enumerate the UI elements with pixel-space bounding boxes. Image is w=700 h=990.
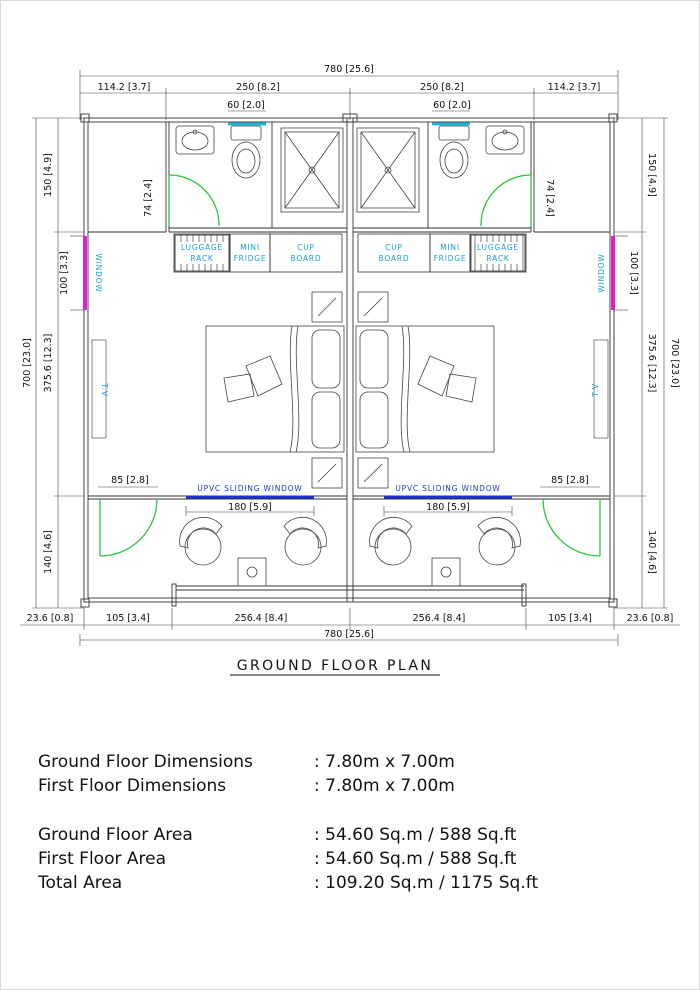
dim-bedroom-left: 375.6 [12.3] bbox=[43, 333, 54, 393]
cup-label-left-1: CUP bbox=[297, 243, 315, 252]
dim-bath-right: 250 [8.2] bbox=[420, 82, 464, 93]
dim-vent-right: 60 [2.0] bbox=[433, 100, 471, 111]
summary-row-ground-dim bbox=[38, 752, 658, 776]
sliding-dims bbox=[98, 487, 600, 516]
plan-title: GROUND FLOOR PLAN bbox=[236, 658, 434, 674]
dim-deck-right: 256.4 [8.4] bbox=[412, 613, 466, 624]
first-area-label: First Floor Area bbox=[38, 849, 166, 869]
side-dimensions bbox=[32, 118, 668, 608]
first-dim-label: First Floor Dimensions bbox=[38, 776, 227, 796]
nightstands-left bbox=[312, 292, 342, 488]
total-area-label: Total Area bbox=[38, 873, 123, 893]
luggage-label-right-1: LUGGAGE bbox=[476, 243, 520, 252]
dim-porch-left: 140 [4.6] bbox=[43, 530, 54, 574]
dim-door-left: 74 [2.4] bbox=[143, 179, 154, 217]
bathroom-left bbox=[176, 126, 343, 212]
dim-height-total-left: 700 [23.0] bbox=[22, 338, 33, 388]
dim-front-door-right: 85 [2.8] bbox=[551, 475, 589, 486]
bath-door-left bbox=[169, 175, 219, 228]
cup-label-right-1: CUP bbox=[385, 243, 403, 252]
tv-label-right: T.V bbox=[591, 383, 600, 397]
bath-door-right bbox=[481, 175, 531, 226]
dim-window-right: 100 [3.3] bbox=[628, 251, 639, 295]
dim-bath-height-left: 150 [4.9] bbox=[43, 153, 54, 197]
cup-label-left-2: BOARD bbox=[290, 254, 322, 263]
dim-right-seg: 114.2 [3.7] bbox=[547, 82, 601, 93]
dim-deck-left: 256.4 [8.4] bbox=[234, 613, 288, 624]
dim-overall-top: 780 [25.6] bbox=[324, 64, 374, 75]
luggage-label-left-1: LUGGAGE bbox=[180, 243, 224, 252]
dim-sliding-left: 180 [5.9] bbox=[228, 502, 272, 513]
dim-left-seg: 114.2 [3.7] bbox=[97, 82, 151, 93]
mini-label-left-2: FRIDGE bbox=[233, 254, 267, 263]
summary-row-first-area bbox=[38, 849, 658, 873]
ground-dim-label: Ground Floor Dimensions bbox=[38, 752, 253, 772]
luggage-label-left-2: RACK bbox=[190, 254, 214, 263]
summary-row-ground-area bbox=[38, 825, 658, 849]
bed-right bbox=[356, 326, 494, 452]
mini-label-right-1: MINI bbox=[440, 243, 460, 252]
dim-vent-left: 60 [2.0] bbox=[227, 100, 265, 111]
summary-row-first-dim bbox=[38, 776, 658, 800]
dim-b-left: 105 [3.4] bbox=[106, 613, 150, 624]
window-label-left: WINDOW bbox=[94, 253, 103, 293]
mini-label-left-1: MINI bbox=[240, 243, 260, 252]
cup-label-right-2: BOARD bbox=[378, 254, 410, 263]
window-right-marker bbox=[611, 236, 615, 310]
porch-furniture-left bbox=[180, 517, 327, 586]
front-door-right bbox=[543, 499, 600, 556]
window-left-marker bbox=[83, 236, 87, 310]
dim-sliding-right: 180 [5.9] bbox=[426, 502, 470, 513]
porch-furniture-right bbox=[370, 517, 521, 586]
walls bbox=[81, 114, 617, 607]
dim-porch-right: 140 [4.6] bbox=[646, 530, 657, 574]
summary-row-total-area bbox=[38, 873, 658, 897]
ground-dim-value: : 7.80m x 7.00m bbox=[314, 752, 455, 772]
dim-b-right: 105 [3.4] bbox=[548, 613, 592, 624]
mini-label-right-2: FRIDGE bbox=[433, 254, 467, 263]
sliding-label-left: UPVC SLIDING WINDOW bbox=[197, 484, 303, 493]
dim-bedroom-right: 375.6 [12.3] bbox=[646, 333, 657, 393]
ground-area-label: Ground Floor Area bbox=[38, 825, 193, 845]
dim-window-left: 100 [3.3] bbox=[59, 251, 70, 295]
dim-edge-left: 23.6 [0.8] bbox=[26, 613, 74, 624]
luggage-label-right-2: RACK bbox=[486, 254, 510, 263]
total-area-value: : 109.20 Sq.m / 1175 Sq.ft bbox=[314, 873, 539, 893]
dim-edge-right: 23.6 [0.8] bbox=[626, 613, 674, 624]
bathroom-right bbox=[357, 126, 524, 212]
area-summary bbox=[38, 752, 658, 897]
window-label-right: WINDOW bbox=[597, 253, 606, 293]
tv-label-left: T.V bbox=[100, 383, 109, 397]
dim-height-total-right: 700 [23.0] bbox=[669, 338, 680, 388]
first-area-value: : 54.60 Sq.m / 588 Sq.ft bbox=[314, 849, 517, 869]
first-dim-value: : 7.80m x 7.00m bbox=[314, 776, 455, 796]
front-door-left bbox=[100, 499, 157, 556]
ground-area-value: : 54.60 Sq.m / 588 Sq.ft bbox=[314, 825, 517, 845]
sliding-label-right: UPVC SLIDING WINDOW bbox=[395, 484, 501, 493]
dim-door-right: 74 [2.4] bbox=[544, 179, 555, 217]
bed-left bbox=[206, 326, 344, 452]
top-dimensions bbox=[80, 70, 618, 120]
dim-bath-height-right: 150 [4.9] bbox=[646, 153, 657, 197]
dim-bath-left: 250 [8.2] bbox=[236, 82, 280, 93]
nightstands-right bbox=[358, 292, 388, 488]
dim-front-door-left: 85 [2.8] bbox=[111, 475, 149, 486]
dim-overall-bottom: 780 [25.6] bbox=[324, 629, 374, 640]
